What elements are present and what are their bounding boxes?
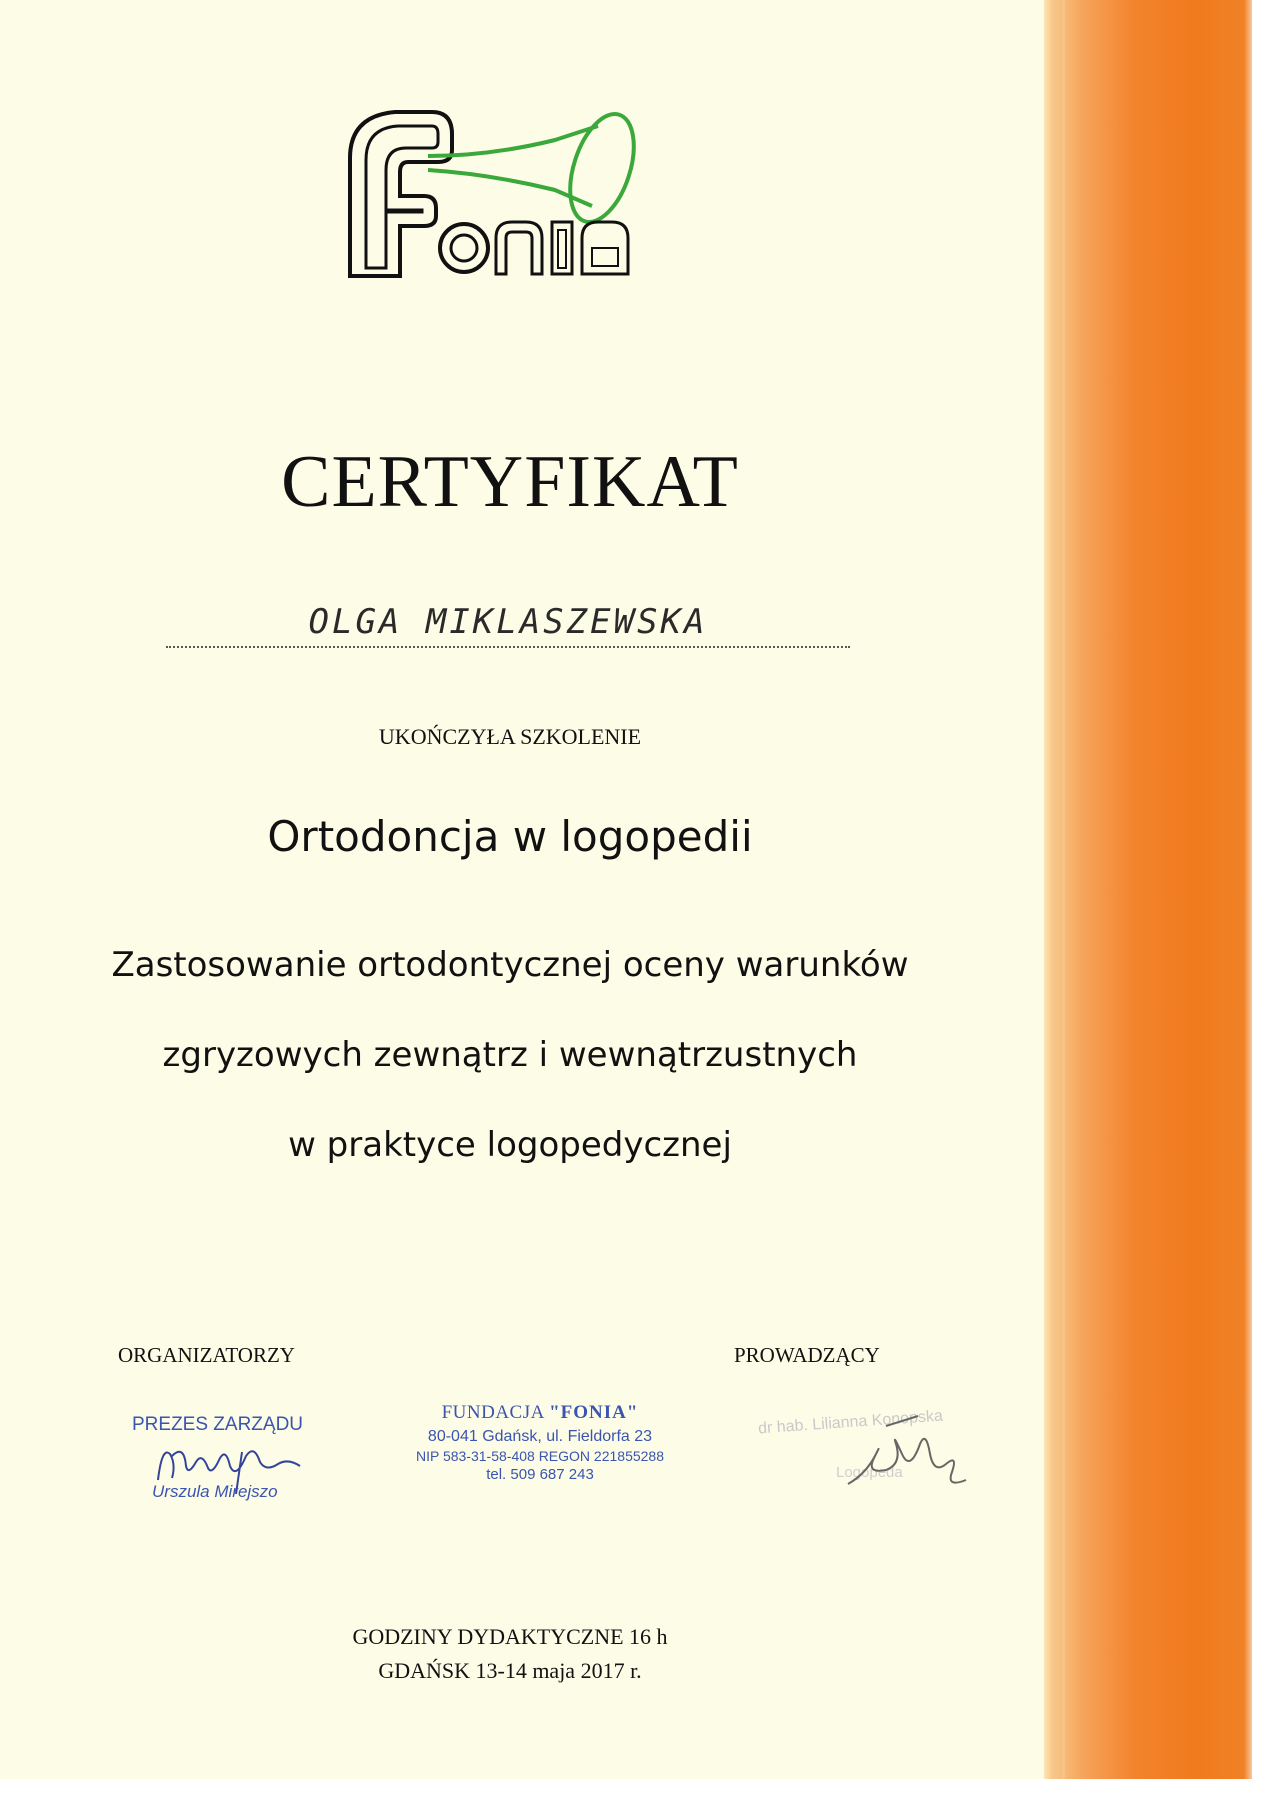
leader-label: PROWADZĄCY	[734, 1343, 880, 1367]
president-name: Urszula Mirejszo	[152, 1482, 278, 1501]
foundation-prefix: FUNDACJA	[441, 1402, 544, 1423]
leader-name: dr hab. Lilianna Konopska	[757, 1407, 944, 1438]
participant-name: OLGA MIKLASZEWSKA	[308, 602, 708, 642]
didactic-hours: GODZINY DYDAKTYCZNE 16 h	[352, 1624, 668, 1649]
foundation-phone: tel. 509 687 243	[486, 1466, 594, 1483]
leader-role: Logopeda	[836, 1464, 903, 1481]
president-title: PREZES ZARZĄDU	[132, 1414, 304, 1435]
leader-signature	[846, 1414, 976, 1494]
page-edge	[1252, 0, 1280, 1809]
completed-label: UKOŃCZYŁA SZKOLENIE	[378, 724, 642, 749]
course-subtitle-line: zgryzowych zewnątrz i wewnątrzustnych	[162, 1035, 858, 1075]
leader-stamp	[757, 1407, 1008, 1504]
foundation-tax-ids: NIP 583-31-58-408 REGON 221855288	[415, 1448, 664, 1464]
band-stripe	[1062, 0, 1065, 1809]
fonia-logo	[340, 98, 685, 288]
course-subtitle-line: Zastosowanie ortodontycznej oceny warunków	[111, 945, 909, 985]
organizers-label: ORGANIZATORZY	[118, 1343, 295, 1367]
place-and-date: GDAŃSK 13-14 maja 2017 r.	[378, 1658, 642, 1683]
page-bottom-edge	[0, 1779, 1280, 1809]
foundation-address: 80-041 Gdańsk, ul. Fieldorfa 23	[427, 1428, 653, 1445]
course-subtitle-line: w praktyce logopedycznej	[288, 1125, 732, 1165]
foundation-stamp	[380, 1402, 700, 1502]
certificate-title: CERTYFIKAT	[281, 441, 739, 523]
orange-side-band	[1044, 0, 1280, 1809]
foundation-name: "FONIA"	[549, 1402, 639, 1423]
foundation-name-line	[380, 1402, 700, 1424]
course-title: Ortodoncja w logopedii	[267, 812, 753, 861]
president-stamp	[130, 1414, 340, 1514]
band-stripe	[1054, 0, 1057, 1809]
